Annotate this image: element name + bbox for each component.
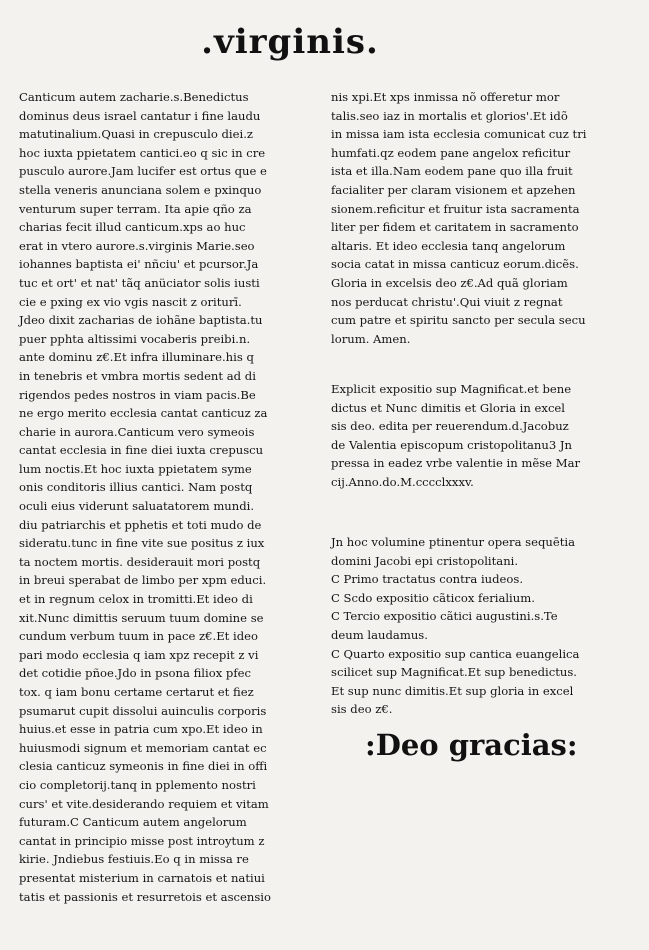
text-line: tuc et ort' et nat' tãq anüciator solis iusti xyxy=(19,275,260,290)
text-line: ante dominu z€.Et infra illuminare.his q xyxy=(19,350,254,365)
text-line: huius.et esse in patria cum xpo.Et ideo in xyxy=(19,722,263,737)
text-line: lorum. Amen. xyxy=(331,331,411,346)
contents-line: domini Jacobi epi cristopolitani. xyxy=(331,553,519,568)
text-line: iohannes baptista ei' nñciu' et pcursor.Ja xyxy=(19,257,259,272)
contents-line: Et sup nunc dimitis.Et sup gloria in excel xyxy=(331,683,574,698)
text-line: cum patre et spiritu sancto per secula secu xyxy=(331,313,586,328)
text-line: tatis et passionis et resurretois et ascensio xyxy=(19,889,271,904)
text-line: stella veneris anunciana solem e pxinquo xyxy=(19,182,262,197)
text-line: ista et illa.Nam eodem pane quo illa fruit xyxy=(331,164,573,179)
text-line: det cotidie pñoe.Jdo in psona filiox pfec xyxy=(19,666,251,681)
text-line: facialiter per claram visionem et apzehen xyxy=(331,182,576,197)
text-line: Gloria in excelsis deo z€.Ad quã gloriam xyxy=(331,275,568,290)
text-line: venturum super terram. Ita apie qño za xyxy=(19,201,252,216)
text-line: cantat ecclesia in fine diei iuxta crepuscu xyxy=(19,443,264,458)
contents-line: C Quarto expositio sup cantica euangelica xyxy=(331,646,580,661)
text-line: cie e pxing ex vio vgis nascit z oriturī. xyxy=(19,294,242,309)
text-line: oculi eius viderunt saluatatorem mundi. xyxy=(19,499,255,514)
text-line: et in regnum celox in tromitti.Et ideo di xyxy=(19,592,253,607)
text-line: matutinalium.Quasi in crepusculo diei.z xyxy=(19,127,253,142)
text-line: nos perducat christu'.Qui viuit z regnat xyxy=(331,294,563,309)
text-line: charias fecit illud canticum.xps ao huc xyxy=(19,220,246,235)
text-line: pari modo ecclesia q iam xpz recepit z vi xyxy=(19,647,259,662)
text-line: cantat in principio misse post introytum z xyxy=(19,833,265,848)
contents-line: C Scdo expositio cãticox ferialium. xyxy=(331,590,535,605)
text-line: ne ergo merito ecclesia cantat canticuz za xyxy=(19,406,268,421)
contents-line: C Tercio expositio cãtici augustini.s.Te xyxy=(331,609,558,624)
closing-deo-gracias: :Deo gracias: xyxy=(365,728,578,762)
text-line: diu patriarchis et pphetis et toti mudo de xyxy=(19,517,262,532)
volume-contents xyxy=(331,533,631,719)
text-line: sionem.reficitur et fruitur ista sacramenta xyxy=(331,201,580,216)
text-line: talis.seo iaz in mortalis et glorios'.Et idõ xyxy=(331,108,568,123)
text-line: puer pphta altissimi vocaberis preibi.n. xyxy=(19,331,251,346)
right-text-column xyxy=(331,88,631,348)
text-line: pusculo aurore.Jam lucifer est ortus que e xyxy=(19,164,267,179)
text-line: ta noctem mortis. desiderauit mori postq xyxy=(19,554,261,569)
colophon-line: cij.Anno.do.M.cccclxxxv. xyxy=(331,474,474,489)
colophon-line: de Valentia episcopum cristopolitanu3 Jn xyxy=(331,437,572,452)
text-line: rigendos pedes nostros in viam pacis.Be xyxy=(19,387,256,402)
text-line: Jdeo dixit zacharias de iohãne baptista.tu xyxy=(19,313,263,328)
colophon-line: dictus et Nunc dimitis et Gloria in excel xyxy=(331,400,566,415)
colophon-line: pressa in eadez vrbe valentie in mẽse Mar xyxy=(331,456,581,471)
text-line: clesia canticuz symeonis in fine diei in offi xyxy=(19,759,268,774)
text-line: erat in vtero aurore.s.virginis Marie.seo xyxy=(19,238,255,253)
text-line: xit.Nunc dimittis seruum tuum domine se xyxy=(19,610,264,625)
text-line: psumarut cupit dissolui auinculis corporis xyxy=(19,703,267,718)
left-text-column xyxy=(19,88,299,906)
text-line: onis conditoris illius cantici. Nam postq xyxy=(19,480,253,495)
text-line: curs' et vite.desiderando requiem et vitam xyxy=(19,796,269,811)
contents-line: Jn hoc volumine ptinentur opera sequētia xyxy=(331,535,576,549)
text-line: kirie. Jndiebus festiuis.Eo q in missa re xyxy=(19,852,249,867)
text-line: Canticum autem zacharie.s.Benedictus xyxy=(19,90,249,104)
text-line: altaris. Et ideo ecclesia tanq angelorum xyxy=(331,238,566,253)
text-line: charie in aurora.Canticum vero symeois xyxy=(19,424,255,439)
contents-line: deum laudamus. xyxy=(331,627,428,642)
running-heading: .virginis. xyxy=(201,22,379,62)
colophon-line: sis deo. edita per reuerendum.d.Jacobuz xyxy=(331,419,569,434)
text-line: hoc iuxta ppietatem cantici.eo q sic in cre xyxy=(19,145,266,160)
text-line: nis xpi.Et xps inmissa nõ offeretur mor xyxy=(331,90,560,104)
text-line: lum noctis.Et hoc iuxta ppietatem syme xyxy=(19,461,252,476)
text-line: huiusmodi signum et memoriam cantat ec xyxy=(19,740,267,755)
explicit-colophon xyxy=(331,380,631,492)
text-line: cundum verbum tuum in pace z€.Et ideo xyxy=(19,629,258,644)
text-line: in tenebris et vmbra mortis sedent ad di xyxy=(19,368,256,383)
text-line: cio completorij.tanq in pplemento nostri xyxy=(19,777,256,792)
contents-line: sis deo z€. xyxy=(331,702,393,717)
colophon-line: Explicit expositio sup Magnificat.et bene xyxy=(331,382,572,396)
text-line: presentat misterium in carnatois et natiui xyxy=(19,870,265,885)
contents-line: scilicet sup Magnificat.Et sup benedictus. xyxy=(331,665,577,680)
text-line: tox. q iam bonu certame certarut et fiez xyxy=(19,685,254,699)
text-line: futuram.C Canticum autem angelorum xyxy=(19,815,247,830)
text-line: socia catat in missa canticuz eorum.dicẽs. xyxy=(331,257,579,272)
text-line: dominus deus israel cantatur i fine laudu xyxy=(19,108,261,123)
text-line: sideratu.tunc in fine vite sue positus z iux xyxy=(19,536,265,551)
contents-line: C Primo tractatus contra iudeos. xyxy=(331,572,524,587)
text-line: in breui sperabat de limbo per xpm educi. xyxy=(19,573,267,588)
text-line: humfati.qz eodem pane angelox reficitur xyxy=(331,145,571,160)
text-line: in missa iam ista ecclesia comunicat cuz tri xyxy=(331,127,587,142)
text-line: liter per fidem et caritatem in sacramento xyxy=(331,220,579,235)
